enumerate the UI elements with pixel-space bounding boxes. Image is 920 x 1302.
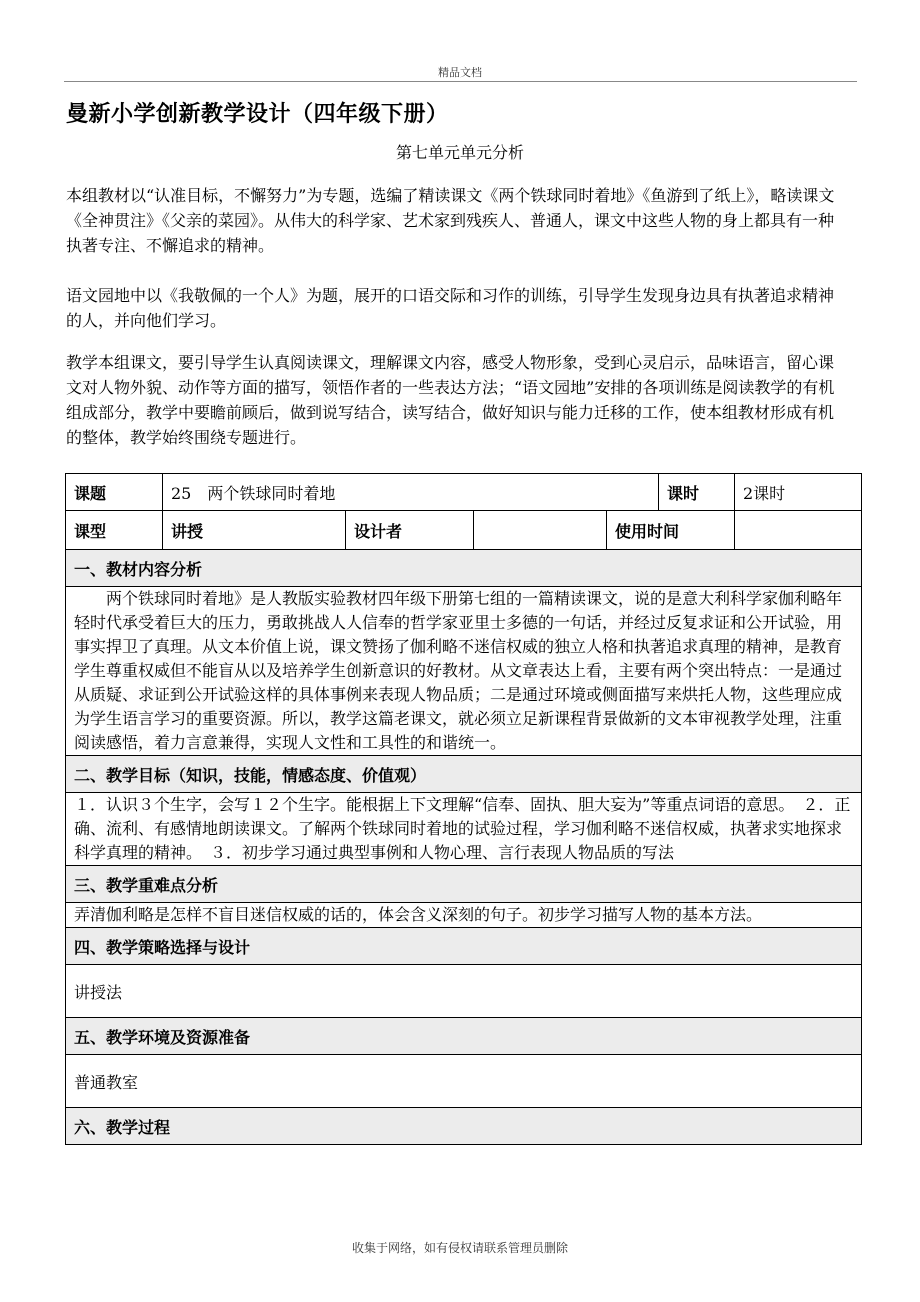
header-divider xyxy=(64,81,857,82)
section-heading-5: 五、教学环境及资源准备 xyxy=(66,1018,862,1055)
time-label: 使用时间 xyxy=(607,511,735,550)
type-value: 讲授 xyxy=(163,511,346,550)
page-footer: 收集于网络，如有侵权请联系管理员删除 xyxy=(351,1241,568,1255)
section-heading-1: 一、教材内容分析 xyxy=(66,550,862,587)
type-label: 课型 xyxy=(66,511,163,550)
section-content-4: 讲授法 xyxy=(66,965,862,1018)
designer-value xyxy=(474,511,607,550)
designer-label: 设计者 xyxy=(346,511,474,550)
lesson-row xyxy=(66,474,862,511)
period-label: 课时 xyxy=(659,474,735,511)
section-heading-4: 四、教学策略选择与设计 xyxy=(66,928,862,965)
lesson-plan-table xyxy=(65,473,862,1145)
unit-subtitle: 第七单元单元分析 xyxy=(395,143,524,162)
section-content-3: 弄清伽利略是怎样不盲目迷信权威的话的，体会含义深刻的句子。初步学习描写人物的基本方法。 xyxy=(66,903,862,928)
section-content-5: 普通教室 xyxy=(66,1055,862,1108)
type-row xyxy=(66,511,862,550)
section-content-1: 两个铁球同时着地》是人教版实验教材四年级下册第七组的一篇精读课文，说的是意大利科学家伽利略年轻时代承受着巨大的压力，勇敢挑战人人信奉的哲学家亚里士多德的一句话，并经过反复求证和公开试验，用事实捍卫了真理。从文本价值上说，课文赞扬了伽利略不迷信权威的独立人格和执著追求真理的精神，是教育学生尊重权威但不能盲从以及培养学生创新意识的好教材。从文章表达上看，主要有两个突出特点：一是通过从质疑、求证到公开试验这样的具体事例来表现人物品质；二是通过环境或侧面描写来烘托人物，这些理应成为学生语言学习的重要资源。所以，教学这篇老课文，就必须立足新课程背景做新的文本审视教学处理，注重阅读感悟，着力言意兼得，实现人文性和工具性的和谐统一。 xyxy=(66,587,862,756)
period-value: 2课时 xyxy=(735,474,862,511)
intro-paragraph-1: 本组教材以“认准目标，不懈努力”为专题，选编了精读课文《两个铁球同时着地》《鱼游到了纸上》，略读课文《全神贯注》《父亲的菜园》。从伟大的科学家、艺术家到残疾人、普通人，课文中这些人物的身上都具有一种执著专注、不懈追求的精神。 xyxy=(66,186,835,255)
intro-paragraph-2: 语文园地中以《我敬佩的一个人》为题，展开的口语交际和习作的训练，引导学生发现身边具有执著追求精神的人，并向他们学习。 xyxy=(66,286,835,330)
section-heading-6: 六、教学过程 xyxy=(66,1108,862,1145)
lesson-value: 25 两个铁球同时着地 xyxy=(163,474,659,511)
section-content-2: １．认识３个生字，会写１２个生字。能根据上下文理解“信奉、固执、胆大妄为”等重点词语的意思。 ２．正确、流利、有感情地朗读课文。了解两个铁球同时着地的试验过程，学习伽利略不迷信权威，执著求实地探求科学真理的精神。 ３．初步学习通过典型事例和人物心理、言行表现人物品质的写法 xyxy=(66,793,862,866)
intro-paragraph-3: 教学本组课文，要引导学生认真阅读课文，理解课文内容，感受人物形象，受到心灵启示，品味语言，留心课文对人物外貌、动作等方面的描写，领悟作者的一些表达方法；“语文园地”安排的各项训练是阅读教学的有机组成部分，教学中要瞻前顾后，做到说写结合，读写结合，做好知识与能力迁移的工作，使本组教材形成有机的整体，教学始终围绕专题进行。 xyxy=(66,353,835,447)
lesson-label: 课题 xyxy=(66,474,163,511)
time-value xyxy=(735,511,862,550)
document-title: 曼新小学创新教学设计（四年级下册） xyxy=(66,102,449,127)
page-header: 精品文档 xyxy=(438,66,482,79)
section-heading-2: 二、教学目标（知识，技能，情感态度、价值观） xyxy=(66,756,862,793)
section-heading-3: 三、教学重难点分析 xyxy=(66,866,862,903)
